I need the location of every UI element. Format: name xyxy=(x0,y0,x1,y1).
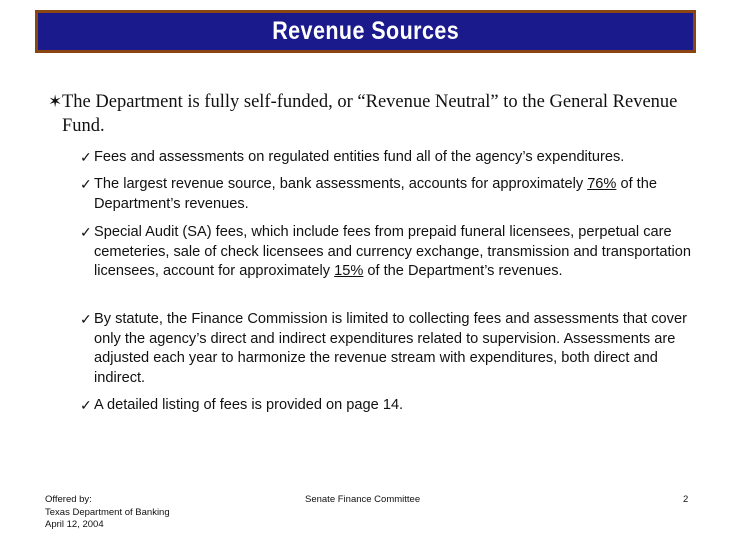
title-banner xyxy=(35,10,696,53)
footer-organization: Texas Department of Banking xyxy=(45,506,170,518)
sub-bullet-2 xyxy=(80,175,700,214)
star-bullet-icon: ✶ xyxy=(48,92,63,111)
checkmark-icon: ✓ xyxy=(80,224,92,240)
footer-committee: Senate Finance Committee xyxy=(305,494,421,505)
checkmark-icon: ✓ xyxy=(80,149,92,165)
checkmark-icon: ✓ xyxy=(80,311,92,327)
sub-bullet-5 xyxy=(80,396,700,416)
main-bullet xyxy=(48,90,688,138)
footer-presenter xyxy=(45,494,170,532)
footer-date: April 12, 2004 xyxy=(45,519,104,530)
sub-bullet-text: Special Audit (SA) fees, which include fees from prepaid funeral licensees, perpetual care cemeteries, sale of check licensees and currency exchange, transmission and transportation licensees, account for approximately 15% of the Department’s revenues. xyxy=(94,224,692,279)
footer-offered-by: Offered by: xyxy=(45,494,92,505)
sub-bullet-1 xyxy=(80,148,700,168)
slide-title: Revenue Sources xyxy=(272,17,459,45)
sub-bullet-text: The largest revenue source, bank assessments, accounts for approximately 76% of the Department’s revenues. xyxy=(94,176,657,212)
sub-bullet-text: By statute, the Finance Commission is limited to collecting fees and assessments that cover only the agency’s direct and indirect expenditures related to supervision. Assessments are adjusted each year to harmonize the revenue stream with expenditures, both direct and indirect. xyxy=(94,311,687,386)
sub-bullet-4 xyxy=(80,310,700,388)
sub-bullet-text: A detailed listing of fees is provided on page 14. xyxy=(94,397,404,413)
page-number: 2 xyxy=(683,494,689,505)
checkmark-icon: ✓ xyxy=(80,176,92,192)
sub-bullet-3 xyxy=(80,223,700,282)
main-bullet-text: The Department is fully self-funded, or “Revenue Neutral” to the General Revenue Fund. xyxy=(62,92,678,136)
checkmark-icon: ✓ xyxy=(80,397,92,413)
percentage-15: 15% xyxy=(334,263,364,279)
percentage-76: 76% xyxy=(587,176,617,192)
sub-bullet-text: Fees and assessments on regulated entities fund all of the agency’s expenditures. xyxy=(94,149,625,165)
